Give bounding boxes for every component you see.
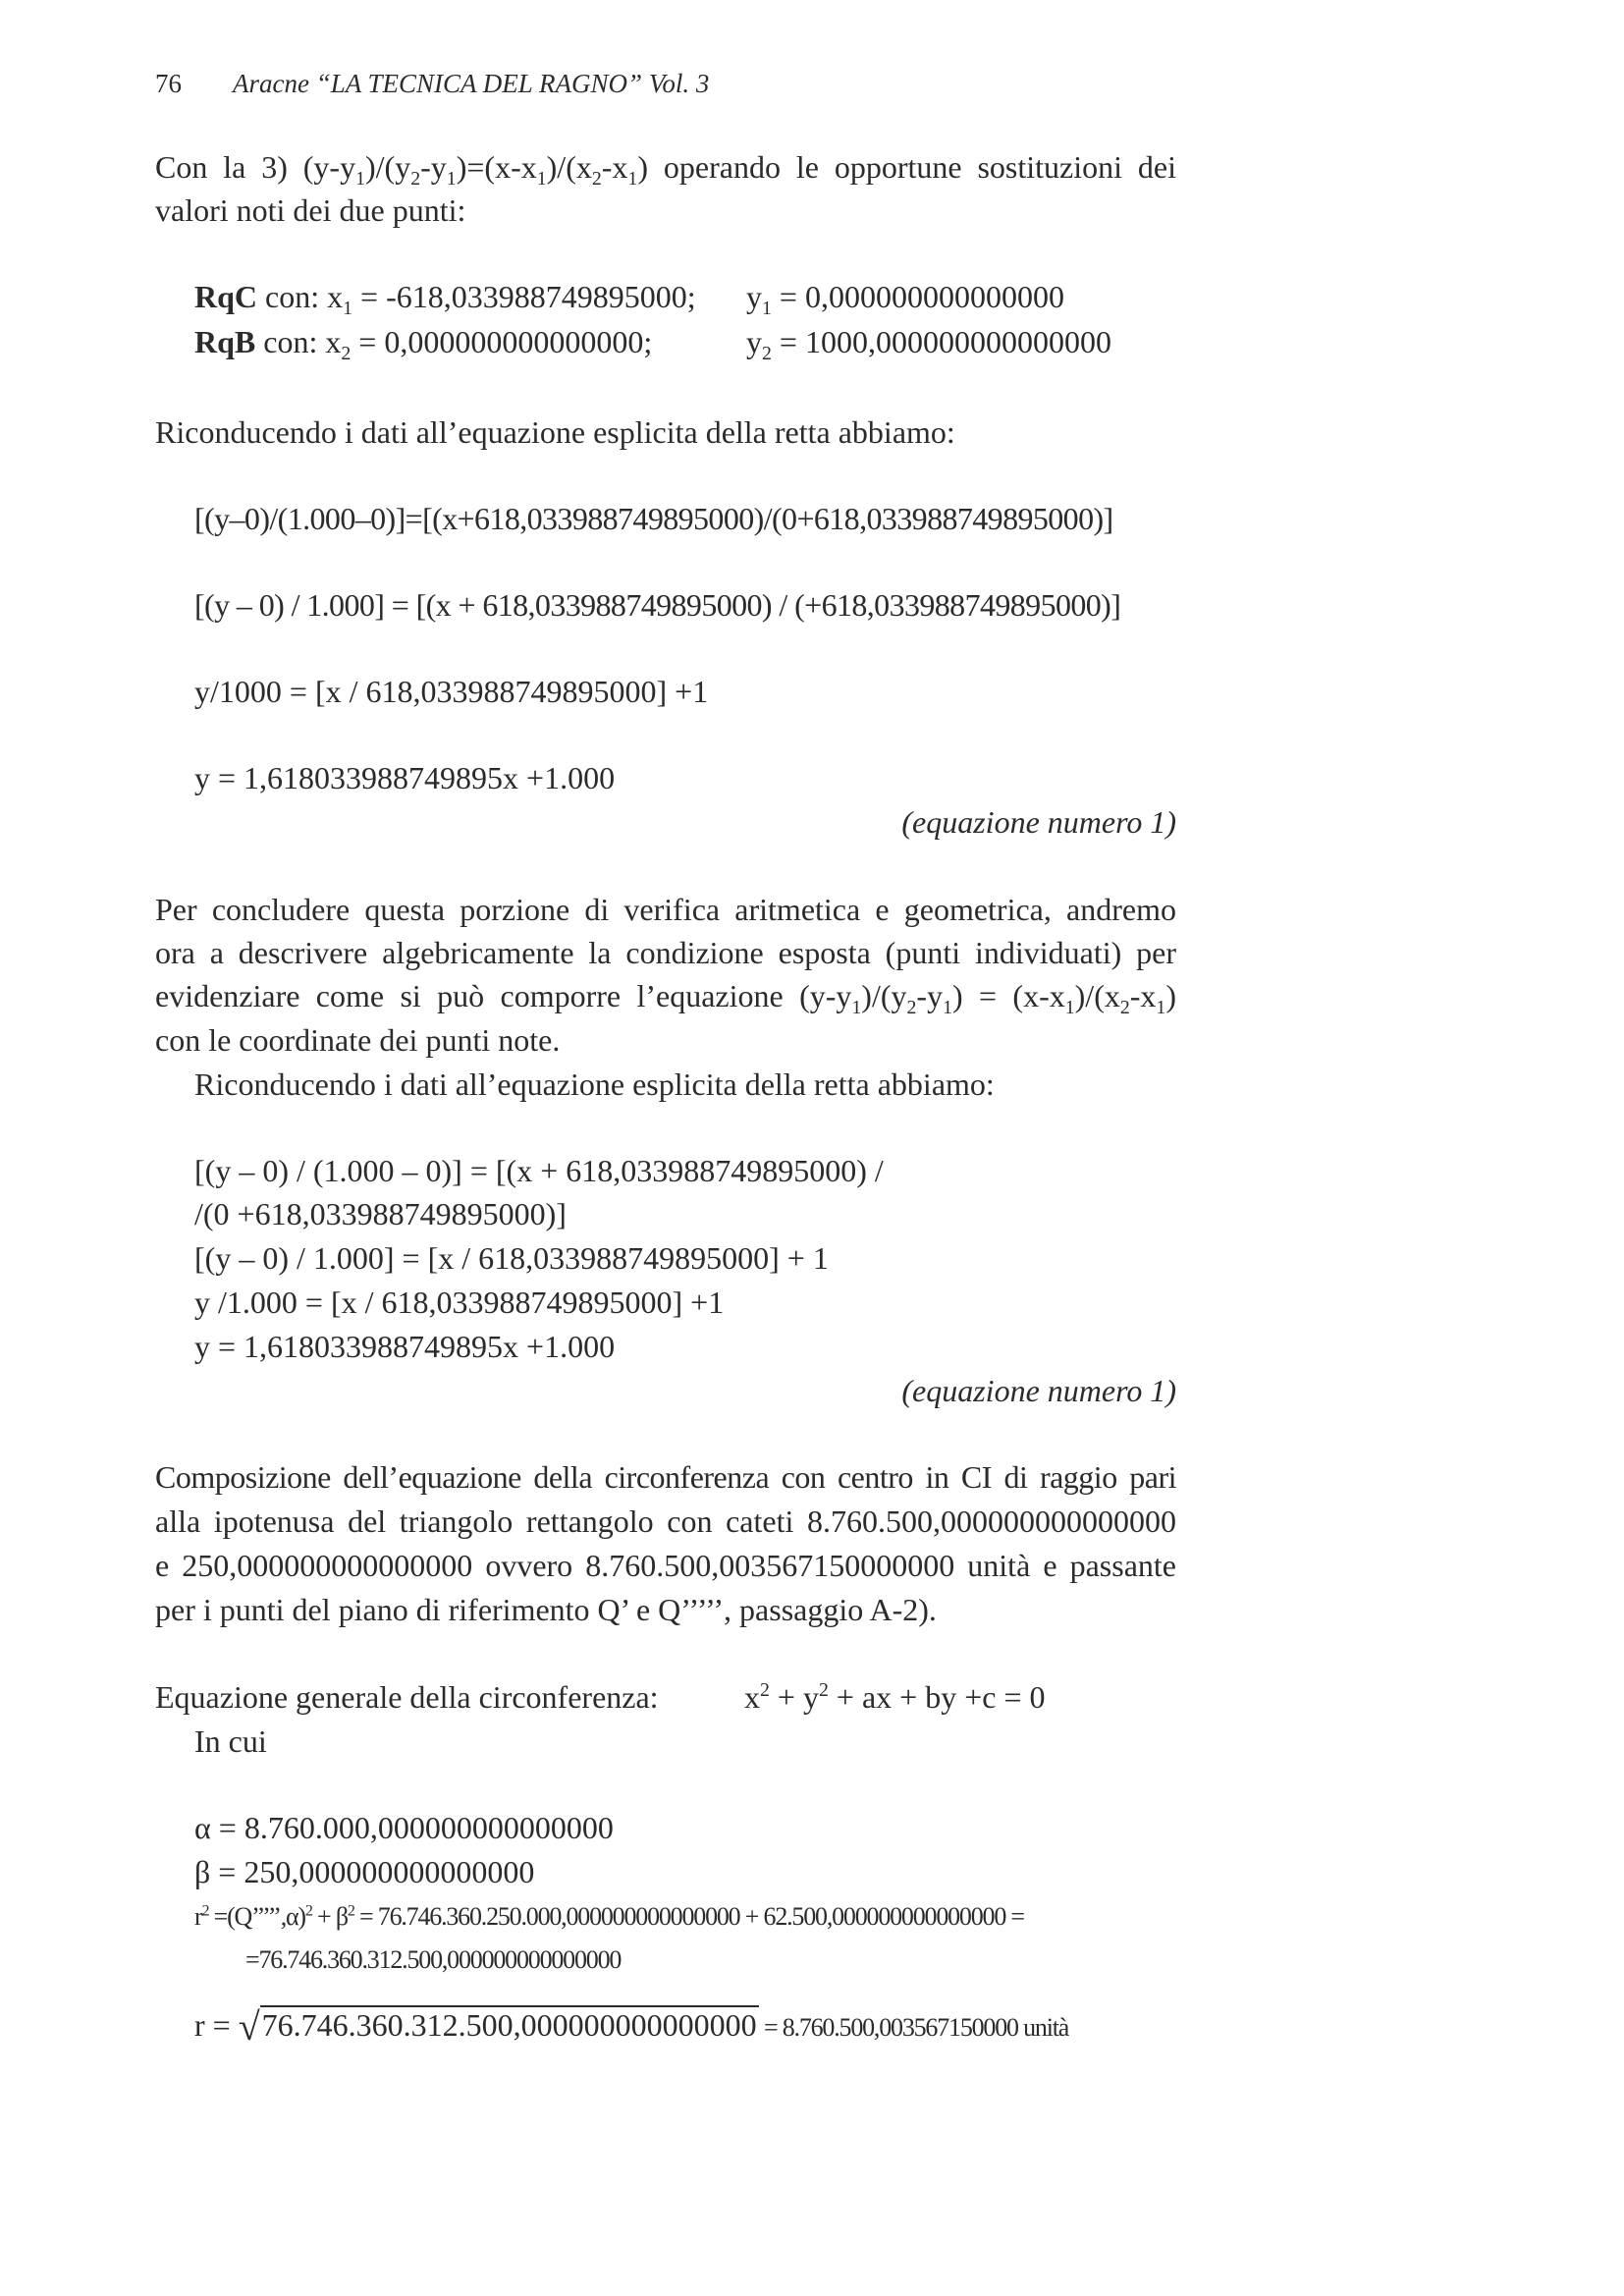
paragraph-line: ora a descrivere algebricamente la condizione esposta (punti individuati) per bbox=[155, 935, 1176, 970]
paragraph-line: per i punti del piano di riferimento Q’ e Q’’’’’, passaggio A-2). bbox=[155, 1592, 937, 1627]
paragraph-line: Riconducendo i dati all’equazione esplicita della retta abbiamo: bbox=[194, 1066, 995, 1102]
paragraph-line: Con la 3) $(y-y_1)/(y_2-y_1)=(x-x_1)/(x_2-x_1)$ operando le opportune sostituzioni dei bbox=[155, 149, 1177, 190]
running-header bbox=[155, 69, 709, 99]
equation: y = 1,618033988749895x +1.000 bbox=[194, 1329, 616, 1364]
equation: [(y – 0) / 1.000] = [x / 618,033988749895000] + 1 bbox=[194, 1240, 829, 1276]
equation: y /1.000 = [x / 618,033988749895000] +1 bbox=[194, 1285, 725, 1320]
equation: [(y – 0) / (1.000 – 0)] = [(x + 618,033988749895000) / bbox=[194, 1153, 884, 1188]
equation: α = 8.760.000,000000000000000 bbox=[194, 1810, 614, 1845]
paragraph-line: evidenziare come si può comporre l’equazione $(y-y_1)/(y_2-y_1) = (x-x_1)/(x_2-x_1)$ bbox=[155, 978, 1176, 1018]
paragraph-line: e 250,000000000000000 ovvero 8.760.500,003567150000000 unità e passante bbox=[155, 1548, 1176, 1583]
equation: [(y – 0) / 1.000] = [(x + 618,033988749895000) / (+618,033988749895000)] bbox=[194, 587, 1121, 623]
paragraph-line: alla ipotenusa del triangolo rettangolo con cateti 8.760.500,000000000000000 bbox=[155, 1503, 1176, 1539]
circle-equation-line: Equazione generale della circonferenza: $x^2 + y^2$ + ax + by +c = 0 bbox=[155, 1679, 1046, 1715]
paragraph-line: Riconducendo i dati all’equazione esplicita della retta abbiamo: bbox=[155, 414, 955, 450]
paragraph-line: con le coordinate dei punti note. bbox=[155, 1022, 561, 1058]
page-number: 76 bbox=[155, 69, 182, 98]
paragraph-line: Per concludere questa porzione di verifica aritmetica e geometrica, andremo bbox=[155, 892, 1176, 927]
equation: =76.746.360.312.500,000000000000000 bbox=[245, 1945, 622, 1974]
paragraph-line: In cui bbox=[194, 1723, 267, 1759]
equation: y = 1,618033988749895x +1.000 bbox=[194, 760, 616, 795]
equation-note: (equazione numero 1) bbox=[901, 1373, 1176, 1408]
point-rqc: RqC con: $x_1 = -618,033988749895000$; $y_1 = 0,000000000000000$ bbox=[194, 279, 1064, 319]
equation-note: (equazione numero 1) bbox=[901, 804, 1176, 840]
point-rqb: RqB con: $x_2 = 0,000000000000000$; $y_2 = 1000,000000000000000$ bbox=[194, 324, 1111, 364]
running-title: Aracne “LA TECNICA DEL RAGNO” Vol. 3 bbox=[233, 69, 710, 98]
equation: r = √76.746.360.312.500,000000000000000 = 8.760.500,003567150000 unità bbox=[194, 2004, 1069, 2049]
equation: y/1000 = [x / 618,033988749895000] +1 bbox=[194, 674, 709, 709]
paragraph-line: valori noti dei due punti: bbox=[155, 192, 466, 228]
square-root: √76.746.360.312.500,000000000000000 bbox=[238, 2004, 757, 2049]
equation: [(y–0)/(1.000–0)]=[(x+618,033988749895000)/(0+618,033988749895000)] bbox=[194, 501, 1113, 536]
equation: $r^2$ =(Q’’’’’,α)$^2$ + $\beta^2 = 76.746.360.250.000,000000000000000 + 62.500,000000000000000$ = bbox=[194, 1902, 1024, 1931]
equation: β = 250,000000000000000 bbox=[194, 1854, 535, 1889]
equation: /(0 +618,033988749895000)] bbox=[194, 1196, 567, 1231]
paragraph-line: Composizione dell’equazione della circonferenza con centro in CI di raggio pari bbox=[155, 1459, 1176, 1495]
